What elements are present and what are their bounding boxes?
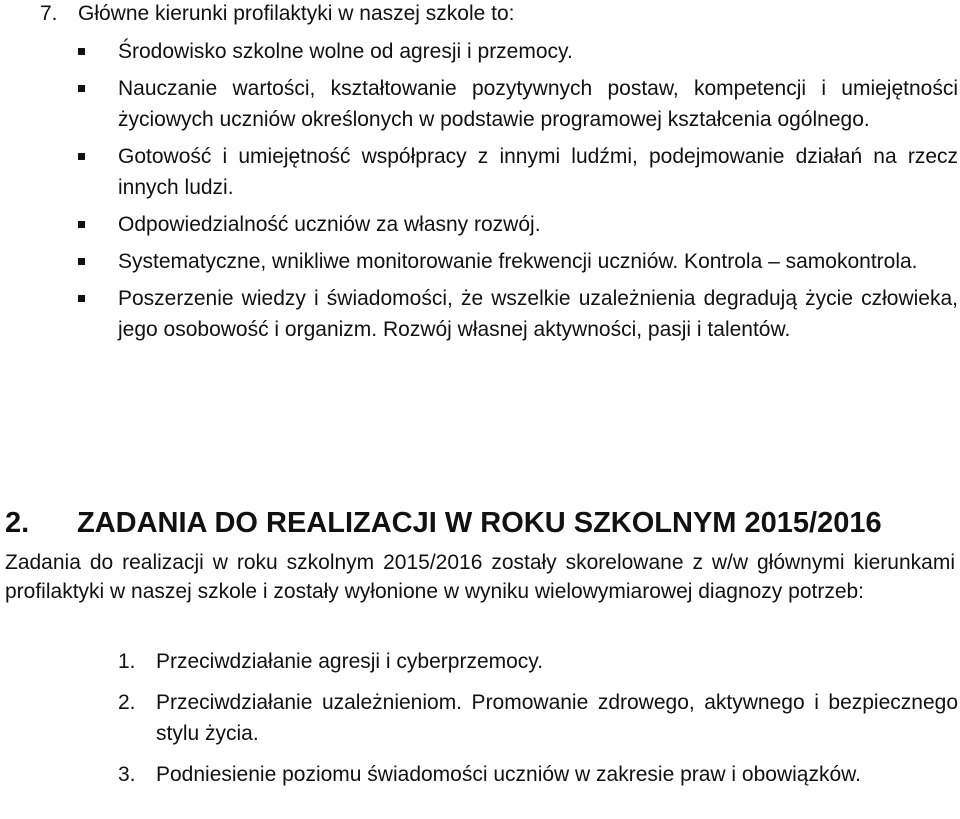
task-number: 1. [118, 650, 136, 673]
square-bullet-icon [78, 153, 85, 160]
task-number: 3. [118, 763, 136, 786]
square-bullet-icon [78, 48, 85, 55]
section-2-heading [5, 503, 945, 543]
task-item [118, 687, 958, 749]
task-item [118, 759, 958, 790]
task-number: 2. [118, 691, 136, 714]
section-2-intro: Zadania do realizacji w roku szkolnym 2015/2016 zostały skorelowane z w/w głównymi kierunkami profilaktyki w naszej szkole i zostały wyłonione w wyniku wielowymiarowej diagnozy potrzeb: [5, 551, 955, 603]
square-bullet-icon [78, 295, 85, 302]
task-text: Podniesienie poziomu świadomości uczniów w zakresie praw i obowiązków. [156, 763, 861, 786]
bullet-item [78, 141, 958, 203]
bullet-text: Odpowiedzialność uczniów za własny rozwój. [118, 213, 541, 236]
section-7-number: 7. [40, 2, 58, 25]
section-7-heading [40, 0, 940, 29]
profilaktyka-bullet-list [78, 36, 958, 351]
bullet-text: Nauczanie wartości, kształtowanie pozytywnych postaw, kompetencji i umiejętności życiowych uczniów określonych w podstawie programowej kształcenia ogólnego. [118, 77, 958, 131]
bullet-item [78, 246, 958, 277]
bullet-item [78, 283, 958, 345]
section-2-title: ZADANIA DO REALIZACJI W ROKU SZKOLNYM 2015/2016 [77, 507, 882, 539]
task-text: Przeciwdziałanie agresji i cyberprzemocy. [156, 650, 544, 673]
bullet-item [78, 73, 958, 135]
bullet-text: Systematyczne, wnikliwe monitorowanie frekwencji uczniów. Kontrola – samokontrola. [118, 250, 918, 273]
task-item [118, 646, 958, 677]
tasks-numbered-list [118, 646, 958, 800]
section-2-number: 2. [5, 507, 30, 539]
bullet-text: Gotowość i umiejętność współpracy z innymi ludźmi, podejmowanie działań na rzecz innych ludzi. [118, 145, 958, 199]
bullet-text: Poszerzenie wiedzy i świadomości, że wszelkie uzależnienia degradują życie człowieka, jego osobowość i organizm. Rozwój własnej aktywności, pasji i talentów. [118, 287, 958, 341]
bullet-text: Środowisko szkolne wolne od agresji i przemocy. [118, 40, 573, 63]
bullet-item [78, 209, 958, 240]
task-text: Przeciwdziałanie uzależnieniom. Promowanie zdrowego, aktywnego i bezpiecznego stylu życia. [156, 691, 958, 745]
section-7-title: Główne kierunki profilaktyki w naszej szkole to: [78, 2, 515, 25]
square-bullet-icon [78, 258, 85, 265]
bullet-item [78, 36, 958, 67]
square-bullet-icon [78, 221, 85, 228]
square-bullet-icon [78, 85, 85, 92]
